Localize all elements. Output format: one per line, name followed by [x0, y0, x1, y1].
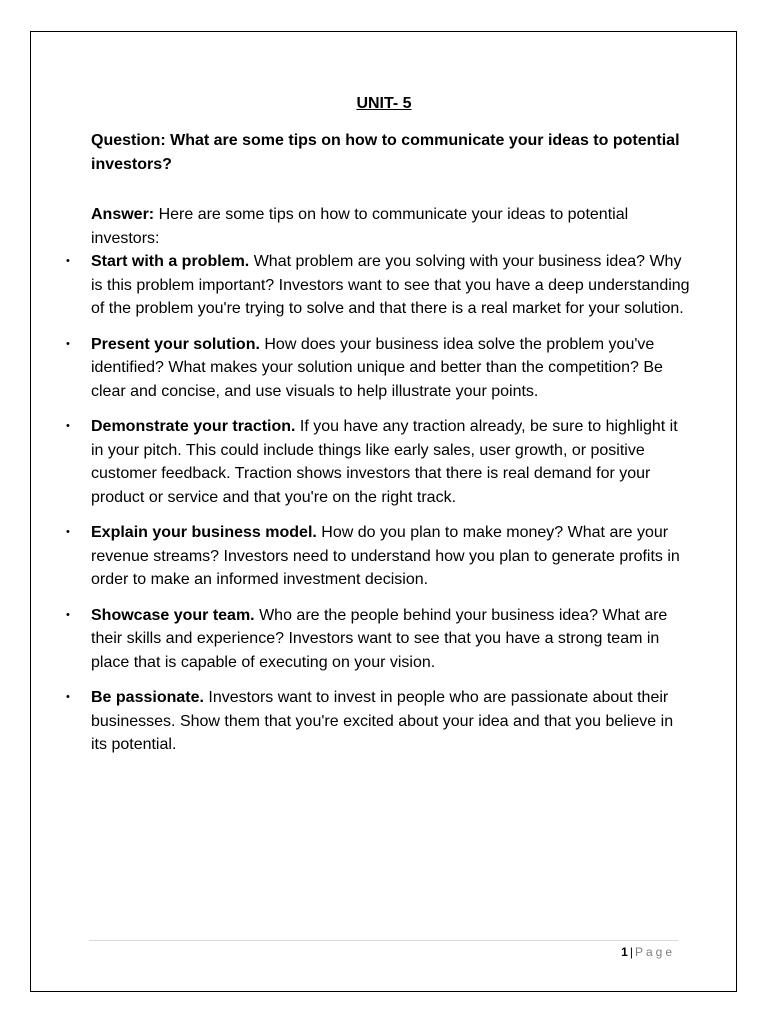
bullet-icon: • [66, 691, 70, 703]
tip-text: Investors want to invest in people who are passionate about their businesses. Show them that you're excited about your idea and that you believe in its potential. [91, 689, 674, 753]
bullet-icon: • [66, 420, 70, 432]
answer-intro [91, 203, 691, 250]
tips-list [0, 250, 768, 769]
tip-item-problem [66, 250, 691, 321]
tip-lead: Showcase your team. [91, 606, 255, 624]
tip-lead: Start with a problem. [91, 253, 250, 270]
tip-item-team [66, 604, 691, 675]
bullet-icon: • [66, 255, 70, 267]
tip-lead: Be passionate. [91, 689, 204, 706]
bullet-icon: • [66, 608, 70, 621]
unit-title: UNIT- 5 [356, 95, 412, 112]
footer-separator: | [629, 945, 633, 959]
footer-divider [89, 940, 678, 941]
tip-lead: Present your solution. [91, 335, 260, 353]
tip-lead: Explain your business model. [91, 524, 317, 541]
tip-item-traction [66, 415, 691, 509]
answer-label: Answer: [91, 206, 155, 223]
tip-item-solution [66, 333, 691, 404]
page-label: Page [634, 945, 675, 959]
bullet-icon: • [66, 337, 70, 350]
tip-item-passion [66, 686, 691, 757]
page-number: 1 [621, 945, 628, 959]
bullet-icon: • [66, 526, 70, 538]
tip-lead: Demonstrate your traction. [91, 418, 296, 435]
answer-text: Here are some tips on how to communicate your ideas to potential investors: [91, 206, 629, 247]
tip-text: What problem are you solving with your business idea? Why is this problem important? Investors want to see that you have a deep understanding of the problem you're trying to solve and that there is a real market for your solution. [91, 253, 690, 317]
tip-text: Who are the people behind your business idea? What are their skills and experience? Investors want to see that you have a strong team in place that is capable of executing on your vision. [91, 606, 668, 671]
tip-text: How does your business idea solve the problem you've identified? What makes your solution unique and better than the competition? Be clear and concise, and use visuals to help illustrate your points. [91, 335, 663, 400]
tip-item-business-model [66, 521, 691, 592]
page-footer [621, 944, 675, 960]
question-heading: Question: What are some tips on how to communicate your ideas to potential investors? [91, 132, 680, 173]
tip-text: If you have any traction already, be sure to highlight it in your pitch. This could include things like early sales, user growth, or positive customer feedback. Traction shows investors that there is real demand for your product or service and that you're on the right track. [91, 418, 678, 506]
tip-text: How do you plan to make money? What are your revenue streams? Investors need to understand how you plan to generate profits in order to make an informed investment decision. [91, 524, 680, 588]
